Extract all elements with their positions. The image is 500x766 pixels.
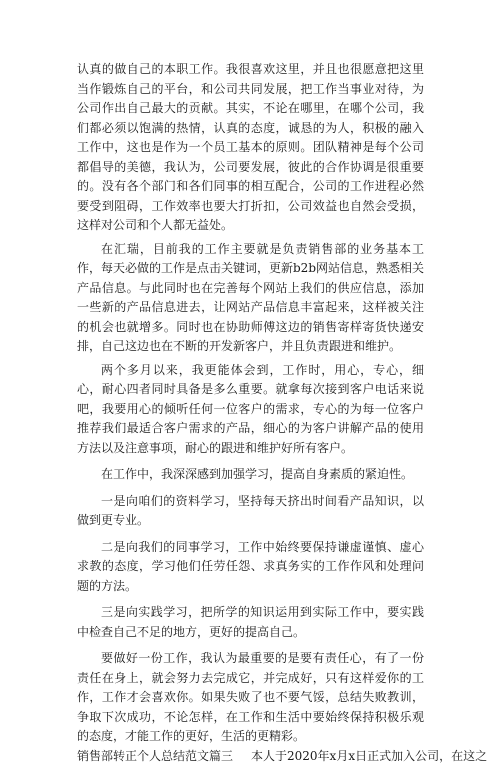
paragraph-8: 要做好一份工作，我认为最重要的是要有责任心，有了一份责任在身上，就会努力去完成它，并完成好，只有这样爱你的工作，工作才会喜欢你。如果失败了也不要气馁，总结失败教训，争取下次成功，不论怎样，在工作和生活中要始终保持积极乐观的态度，才能工作的更好，生活的更精彩。 <box>77 649 424 747</box>
section-intro-text: 本人于2020年x月x日正式加入公司，在这之 <box>251 749 487 763</box>
paragraph-2: 在汇瑞，目前我的工作主要就是负责销售部的业务基本工作，每天必做的工作是点击关键词，更新b2b网站信息，熟悉相关产品信息。与此同时也在完善每个网站上我们的供应信息，添加一些新的产品信息进去，让网站产品信息丰富起来，这样被关注的机会也就增多。同时也在协助师傅这边的销售寄样寄货快递安排，自己这边也在不断的开发新客户，并且负责跟进和维护。 <box>77 240 424 357</box>
paragraph-6: 二是向我们的同事学习，工作中始终要保持谦虚谨慎、虚心求教的态度，学习他们任劳任怨、求真务实的工作作风和处理问题的方法。 <box>77 538 424 597</box>
paragraph-5: 一是向咱们的资料学习，坚持每天挤出时间看产品知识，以做到更专业。 <box>77 492 424 531</box>
section-title: 销售部转正个人总结范文篇三 <box>77 749 233 763</box>
closing-line <box>77 747 424 766</box>
paragraph-3: 两个多月以来，我更能体会到，工作时，用心，专心，细心，耐心四者同时具备是多么重要。就拿每次接到客户电话来说吧，我要用心的倾听任何一位客户的需求，专心的为每一位客户推荐我们最适合客户需求的产品，细心的为客户讲解产品的使用方法以及注意事项，耐心的跟进和维护好所有客户。 <box>77 361 424 459</box>
paragraph-1: 认真的做自己的本职工作。我很喜欢这里，并且也很愿意把这里当作锻炼自己的平台，和公司共同发展，把工作当事业对待，为公司作出自己最大的贡献。其实，不论在哪里，在哪个公司，我们都必须以饱满的热情，认真的态度，诚恳的为人，积极的融入工作中，这也是作为一个员工基本的原则。团队精神是每个公司都倡导的美德，我认为，公司要发展，彼此的合作协调是很重要的。没有各个部门和各们同事的相互配合，公司的工作进程必然要受到阻碍，工作效率也要大打折扣，公司效益也自然会受损，这样对公司和个人都无益处。 <box>77 60 424 236</box>
paragraph-7: 三是向实践学习，把所学的知识运用到实际工作中，要实践中检查自己不足的地方，更好的提高自己。 <box>77 603 424 642</box>
document-body <box>77 60 424 766</box>
paragraph-4: 在工作中，我深深感到加强学习，提高自身素质的紧迫性。 <box>77 465 424 485</box>
